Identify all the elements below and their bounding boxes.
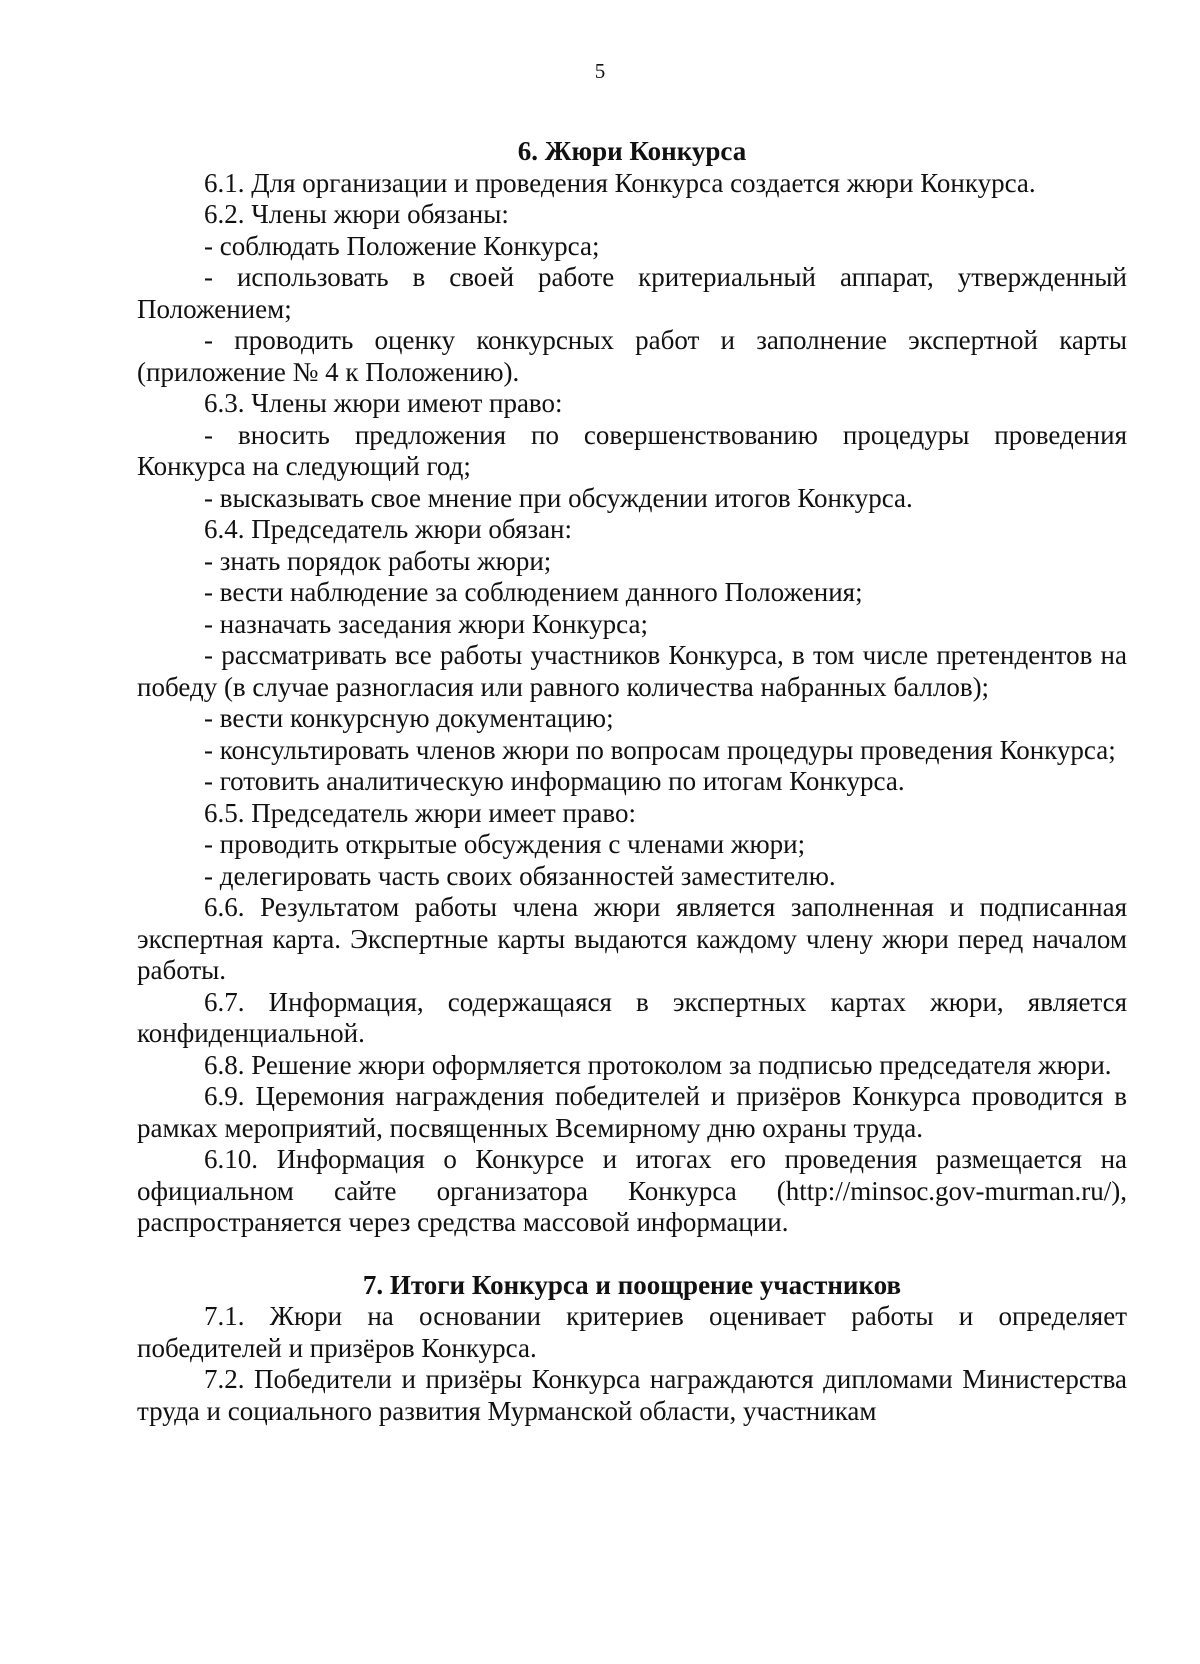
- list-item: - рассматривать все работы участников Конкурса, в том числе претендентов на победу (в случае разногласия или равного количества набранных баллов);: [137, 640, 1127, 702]
- list-item: - знать порядок работы жюри;: [204, 545, 552, 576]
- list-item: - проводить оценку конкурсных работ и заполнение экспертной карты (приложение № 4 к Положению).: [137, 325, 1127, 387]
- paragraph-6-1: 6.1. Для организации и проведения Конкурса создается жюри Конкурса.: [204, 167, 1036, 198]
- list-item: - вести наблюдение за соблюдением данного Положения;: [204, 577, 863, 607]
- section-7-heading: 7. Итоги Конкурса и поощрение участников: [362, 1269, 902, 1300]
- paragraph-6-4: 6.4. Председатель жюри обязан:: [204, 514, 573, 544]
- paragraph-6-10: 6.10. Информация о Конкурсе и итогах его проведения размещается на официальном сайте организатора Конкурса (http://minsoc.gov-murman.ru/), распространяется через средства массовой информации.: [137, 1144, 1127, 1237]
- document-body: [137, 136, 1127, 1427]
- page-number: 5: [594, 59, 606, 83]
- list-item: - высказывать свое мнение при обсуждении итогов Конкурса.: [204, 482, 913, 513]
- list-item: - готовить аналитическую информацию по итогам Конкурса.: [204, 766, 905, 796]
- section-6-heading: 6. Жюри Конкурса: [517, 136, 747, 166]
- list-item: - назначать заседания жюри Конкурса;: [204, 608, 648, 639]
- paragraph-6-2: 6.2. Члены жюри обязаны:: [204, 199, 509, 229]
- list-item: - делегировать часть своих обязанностей заместителю.: [204, 860, 836, 891]
- list-item: - использовать в своей работе критериальный аппарат, утвержденный Положением;: [137, 262, 1127, 324]
- list-item: - консультировать членов жюри по вопросам процедуры проведения Конкурса;: [204, 734, 1116, 765]
- paragraph-6-8: 6.8. Решение жюри оформляется протоколом за подписью председателя жюри.: [204, 1049, 1112, 1080]
- paragraph-6-7: 6.7. Информация, содержащаяся в экспертных картах жюри, является конфиденциальной.: [137, 986, 1127, 1048]
- paragraph-6-5: 6.5. Председатель жюри имеет право:: [204, 797, 636, 828]
- paragraph-6-9: 6.9. Церемония награждения победителей и призёров Конкурса проводится в рамках мероприятий, посвященных Всемирному дню охраны труда.: [137, 1081, 1127, 1143]
- paragraph-6-3: 6.3. Члены жюри имеют право:: [204, 388, 563, 418]
- paragraph-7-2: 7.2. Победители и призёры Конкурса награждаются дипломами Министерства труда и социального развития Мурманской области, участникам: [137, 1364, 1127, 1426]
- list-item: - соблюдать Положение Конкурса;: [204, 230, 600, 261]
- list-item: - проводить открытые обсуждения с членами жюри;: [204, 829, 806, 859]
- list-item: - вести конкурсную документацию;: [204, 703, 614, 733]
- list-item: - вносить предложения по совершенствованию процедуры проведения Конкурса на следующий год;: [137, 419, 1127, 481]
- paragraph-7-1: 7.1. Жюри на основании критериев оценивает работы и определяет победителей и призёров Конкурса.: [137, 1301, 1127, 1363]
- paragraph-6-6: 6.6. Результатом работы члена жюри является заполненная и подписанная экспертная карта. Экспертные карты выдаются каждому члену жюри перед началом работы.: [137, 892, 1127, 985]
